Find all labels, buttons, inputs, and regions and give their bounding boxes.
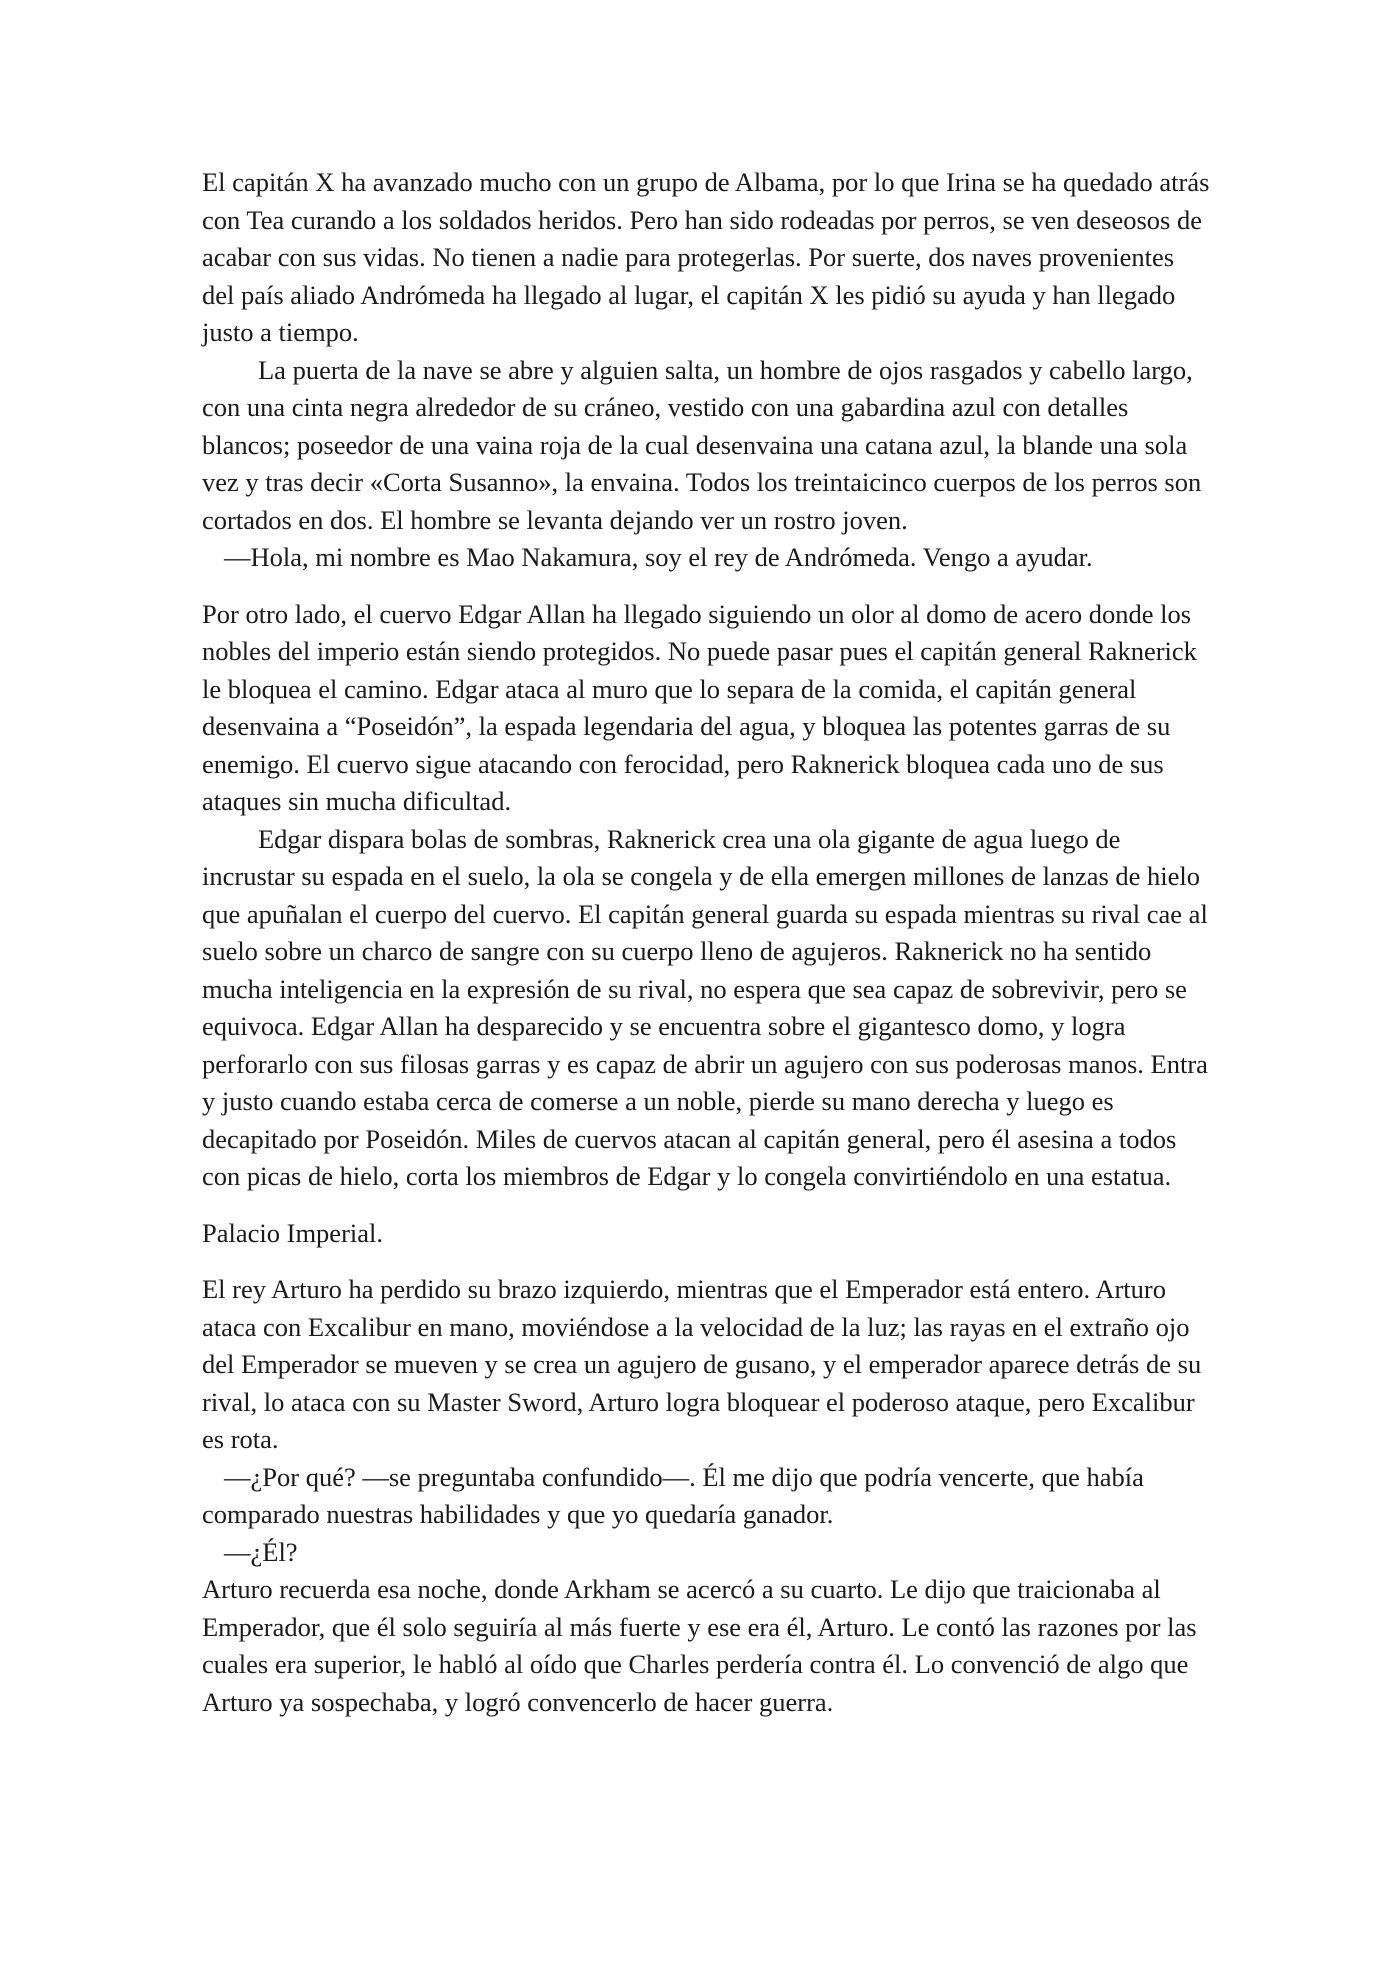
paragraph-captain-x: El capitán X ha avanzado mucho con un grupo de Albama, por lo que Irina se ha quedado atrás con Tea curando a los soldados heridos. Pero han sido rodeadas por perros, se ven deseosos de acabar con sus vidas. No tienen a nadie para protegerlas. Por suerte, dos naves provenientes del país aliado Andrómeda ha llegado al lugar, el capitán X les pidió su ayuda y han llegado justo a tiempo. <box>202 167 1210 347</box>
paragraph-rey-arturo: El rey Arturo ha perdido su brazo izquierdo, mientras que el Emperador está entero. Arturo ataca con Excalibur en mano, moviéndose a la velocidad de la luz; las rayas en el extraño ojo del Emperador se mueven y se crea un agujero de gusano, y el emperador aparece detrás de su rival, lo ataca con su Master Sword, Arturo logra bloquear el poderoso ataque, pero Excalibur es rota. <box>202 1274 1202 1454</box>
paragraph-ship-door: La puerta de la nave se abre y alguien salta, un hombre de ojos rasgados y cabello largo, con una cinta negra alrededor de su cráneo, vestido con una gabardina azul con detalles blancos; poseedor de una vaina roja de la cual desenvaina una catana azul, la blande una sola vez y tras decir «Corta Susanno», la envaina. Todos los treintaicinco cuerpos de los perros son cortados en dos. El hombre se levanta dejando ver un rostro joven. <box>202 354 1202 535</box>
dialogue-el: —¿Él? <box>224 1536 298 1567</box>
paragraph-edgar-battle: Edgar dispara bolas de sombras, Raknerick crea una ola gigante de agua luego de incrustar su espada en el suelo, la ola se congela y de ella emergen millones de lanzas de hielo que apuñalan el cuerpo del cuervo. El capitán general guarda su espada mientras su rival cae al suelo sobre un charco de sangre con su cuerpo lleno de agujeros. Raknerick no ha sentido mucha inteligencia en la expresión de su rival, no espera que sea capaz de sobrevivir, pero se equivoca. Edgar Allan ha desparecido y se encuentra sobre el gigantesco domo, y logra perforarlo con sus filosas garras y es capaz de abrir un agujero con sus poderosas manos. Entra y justo cuando estaba cerca de comerse a un noble, pierde su mano derecha y luego es decapitado por Poseidón. Miles de cuervos atacan al capitán general, pero él asesina a todos con picas de hielo, corta los miembros de Edgar y lo congela convirtiéndolo en una estatua. <box>202 823 1208 1191</box>
dialogue-mao-nakamura: —Hola, mi nombre es Mao Nakamura, soy el rey de Andrómeda. Vengo a ayudar. <box>224 542 1093 572</box>
dialogue-por-que: —¿Por qué? —se preguntaba confundido—. Él me dijo que podría vencerte, que había comparado nuestras habilidades y que yo quedaría ganador. <box>202 1461 1144 1529</box>
section-heading-palacio-imperial: Palacio Imperial. <box>202 1217 384 1248</box>
paragraph-arturo-recuerda: Arturo recuerda esa noche, donde Arkham se acercó a su cuarto. Le dijo que traicionaba al Emperador, que él solo seguiría al más fuerte y ese era él, Arturo. Le contó las razones por las cuales era superior, le habló al oído que Charles perdería contra él. Lo convenció de algo que Arturo ya sospechaba, y logró convencerlo de hacer guerra. <box>202 1574 1197 1717</box>
document-page <box>202 164 1212 1721</box>
paragraph-edgar-allan: Por otro lado, el cuervo Edgar Allan ha llegado siguiendo un olor al domo de acero donde los nobles del imperio están siendo protegidos. No puede pasar pues el capitán general Raknerick le bloquea el camino. Edgar ataca al muro que lo separa de la comida, el capitán general desenvaina a “Poseidón”, la espada legendaria del agua, y bloquea las potentes garras de su enemigo. El cuervo sigue atacando con ferocidad, pero Raknerick bloquea cada uno de sus ataques sin mucha dificultad. <box>202 598 1197 816</box>
